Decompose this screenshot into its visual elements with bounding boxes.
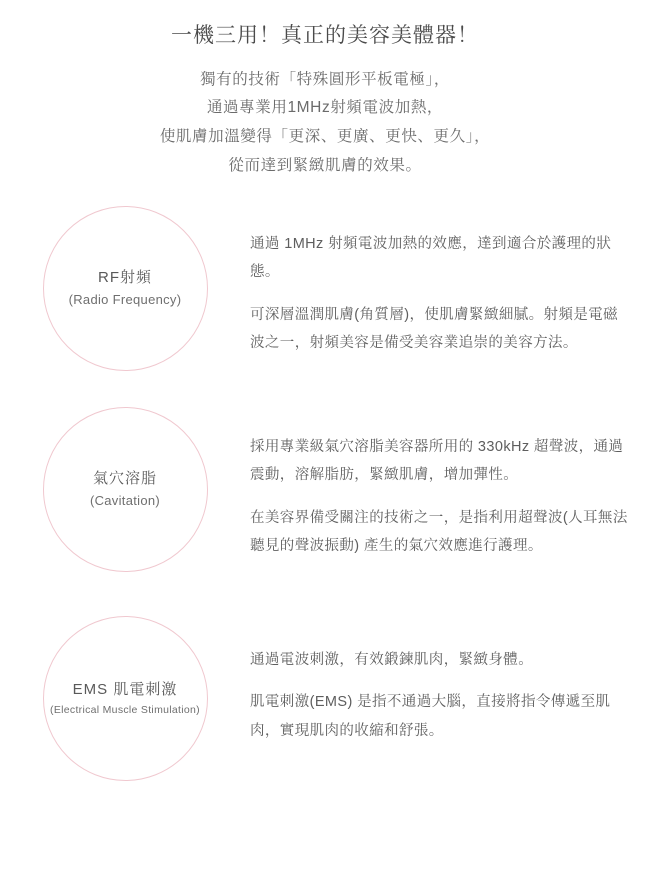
feature-title-cavitation: 氣穴溶脂 <box>92 470 157 488</box>
feature-sections <box>0 206 650 781</box>
feature-circle-ems <box>43 616 208 781</box>
feature-subtitle-cavitation: (Cavitation) <box>89 493 161 509</box>
page-subtitle <box>0 66 650 181</box>
feature-subtitle-ems: (Electrical Muscle Stimulation) <box>50 704 200 717</box>
subtitle-line-2: 通過專業用1MHz射頻電波加熱， <box>206 99 444 117</box>
feature-circle-wrap-ems <box>0 616 250 781</box>
feature-title-ems: EMS 肌電刺激 <box>72 681 178 699</box>
subtitle-line-1: 獨有的技術「特殊圓形平板電極」， <box>200 70 450 88</box>
feature-circle-rf <box>43 206 208 371</box>
feature-subtitle-rf: (Radio Frequency) <box>68 292 182 308</box>
feature-paragraph: 在美容界備受關注的技術之一，是指利用超聲波(人耳無法聽見的聲波振動) 產生的氣穴效應進行護理。 <box>250 509 628 554</box>
subtitle-line-3: 使肌膚加溫變得「更深、更廣、更快、更久」， <box>159 127 491 145</box>
feature-section-cavitation <box>0 407 650 572</box>
feature-circle-wrap-rf <box>0 206 250 371</box>
feature-section-ems <box>0 616 650 781</box>
feature-body-ems <box>250 616 650 745</box>
feature-paragraph: 可深層溫潤肌膚(角質層)，使肌膚緊緻細膩。射頻是電磁波之一，射頻美容是備受美容業追崇的美容方法。 <box>250 306 619 351</box>
feature-paragraph: 通過 1MHz 射頻電波加熱的效應，達到適合於護理的狀態。 <box>250 236 612 281</box>
feature-paragraph: 採用專業級氣穴溶脂美容器所用的 330kHz 超聲波，通過震動，溶解脂肪，緊緻肌膚，增加彈性。 <box>250 439 624 484</box>
page-title: 一機三用！真正的美容美體器！ <box>171 24 479 47</box>
feature-title-rf: RF射頻 <box>98 269 152 287</box>
feature-paragraph: 通過電波刺激，有效鍛鍊肌肉，緊緻身體。 <box>250 652 534 669</box>
feature-body-rf <box>250 206 650 357</box>
feature-circle-cavitation <box>43 407 208 572</box>
subtitle-line-4: 從而達到緊緻肌膚的效果。 <box>228 156 422 174</box>
feature-paragraph: 肌電刺激(EMS) 是指不通過大腦，直接將指令傳遞至肌肉，實現肌肉的收縮和舒張。 <box>250 694 611 739</box>
feature-section-rf <box>0 206 650 371</box>
feature-circle-wrap-cavitation <box>0 407 250 572</box>
feature-body-cavitation <box>250 407 650 560</box>
